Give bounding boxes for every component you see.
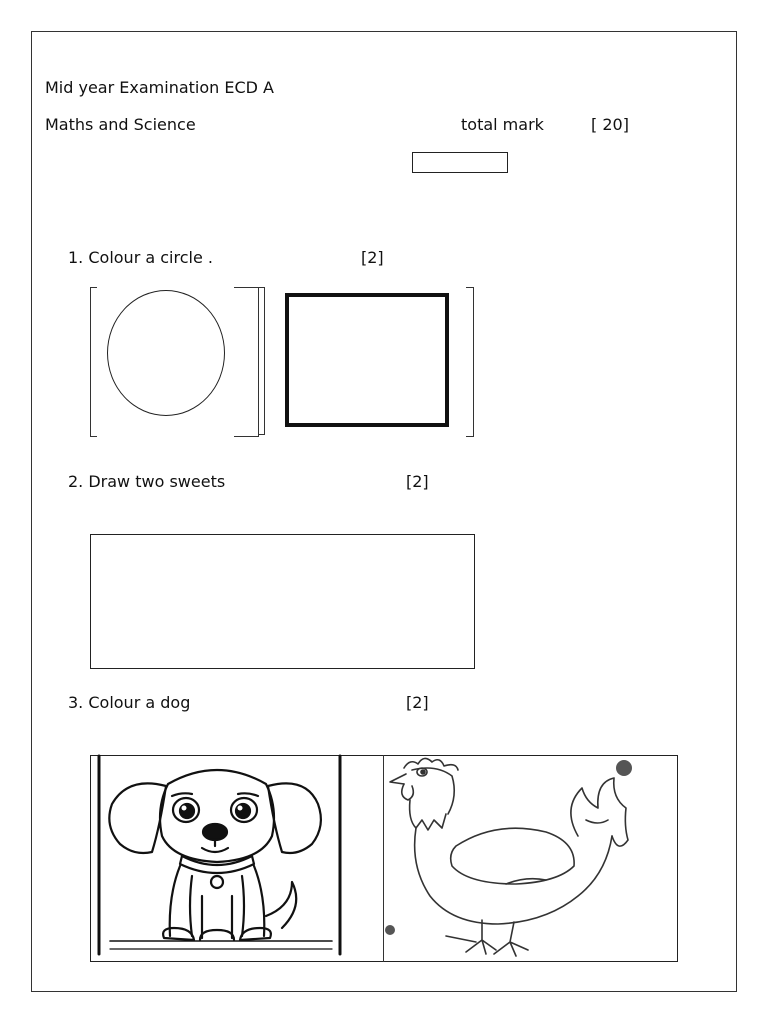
hen-illustration[interactable] [386, 756, 632, 956]
total-mark-label: total mark [461, 115, 544, 134]
question-2-text: 2. Draw two sweets [68, 472, 226, 491]
drawing-box[interactable] [90, 534, 475, 669]
question-2-marks: [2] [406, 472, 429, 491]
square-shape[interactable] [285, 293, 449, 427]
right-bracket [466, 287, 474, 437]
question-1-text: 1. Colour a circle . [68, 248, 213, 267]
middle-divider [264, 287, 265, 435]
subject-label: Maths and Science [45, 115, 196, 134]
middle-divider-foot [258, 434, 265, 435]
total-mark-value: [ 20] [591, 115, 629, 134]
question-1-marks: [2] [361, 248, 384, 267]
question-3-text: 3. Colour a dog [68, 693, 191, 712]
circle-shape[interactable] [107, 290, 225, 416]
question-3-marks: [2] [406, 693, 429, 712]
middle-divider-head [258, 287, 265, 288]
picture-divider [383, 755, 384, 962]
exam-title: Mid year Examination ECD A [45, 78, 274, 97]
dog-illustration[interactable] [96, 756, 342, 956]
score-box[interactable] [412, 152, 508, 173]
middle-bracket [234, 287, 259, 437]
left-bracket [90, 287, 97, 437]
